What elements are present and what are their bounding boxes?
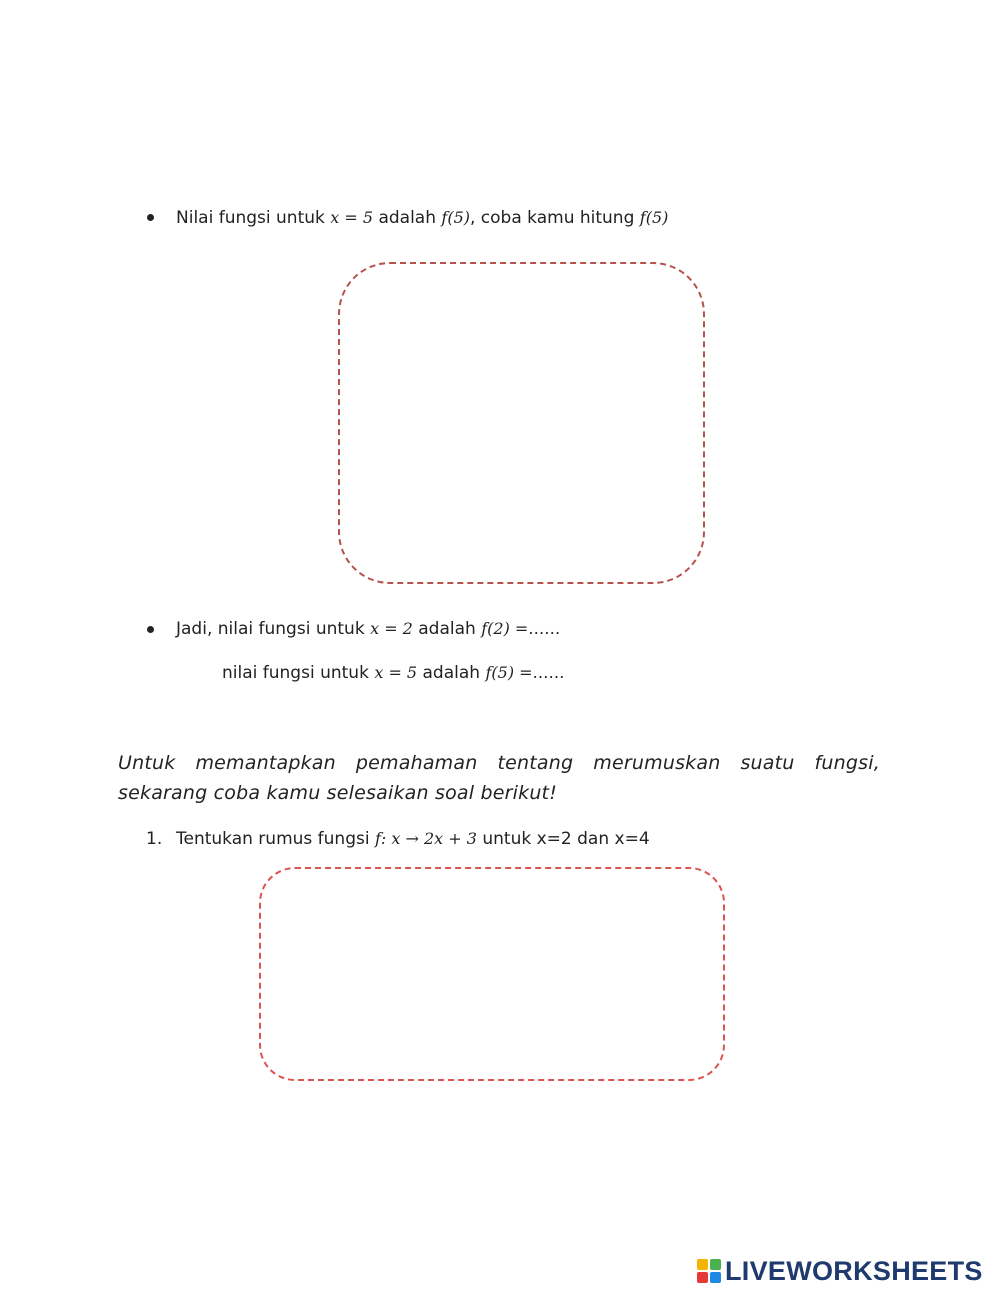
math-x-equals-5-2: x = 5 bbox=[374, 663, 418, 682]
math-f5: f(5) bbox=[441, 208, 470, 227]
answer-blank-f2[interactable]: …… bbox=[528, 619, 561, 638]
exercise-number: 1. bbox=[146, 829, 163, 849]
conclusion-prefix: Jadi, nilai fungsi untuk bbox=[176, 619, 365, 639]
conclusion-line-2 bbox=[222, 662, 565, 684]
bullet-point bbox=[147, 214, 154, 221]
question-find-f5 bbox=[176, 207, 668, 229]
math-f5-equals: f(5) = bbox=[485, 663, 533, 682]
math-x-equals-5: x = 5 bbox=[330, 208, 374, 227]
conclusion-line-1 bbox=[176, 618, 560, 640]
exercise-1-text bbox=[176, 828, 650, 850]
conclusion-mid: adalah bbox=[418, 619, 476, 639]
answer-box-exercise-1[interactable] bbox=[259, 867, 725, 1081]
logo-text: LIVEWORKSHEETS bbox=[725, 1255, 983, 1286]
conclusion-mid-2: adalah bbox=[422, 663, 481, 683]
exercise-suffix: untuk x=2 dan x=4 bbox=[482, 829, 650, 849]
bullet-point bbox=[147, 626, 154, 633]
answer-blank-f5[interactable]: …… bbox=[532, 663, 565, 682]
conclusion-prefix-2: nilai fungsi untuk bbox=[222, 663, 369, 683]
liveworksheets-logo bbox=[697, 1256, 983, 1286]
intro-paragraph: Untuk memantapkan pemahaman tentang merumuskan suatu fungsi, sekarang coba kamu selesaikan soal berikut! bbox=[118, 752, 880, 804]
math-function-rule: f: x → 2x + 3 bbox=[374, 829, 477, 848]
logo-icon bbox=[697, 1259, 721, 1283]
question-mid: adalah bbox=[378, 208, 436, 228]
math-x-equals-2: x = 2 bbox=[370, 619, 413, 638]
question-prefix: Nilai fungsi untuk bbox=[176, 208, 325, 228]
answer-box-f5[interactable] bbox=[338, 262, 705, 584]
question-suffix: , coba kamu hitung bbox=[470, 208, 635, 228]
math-f5-end: f(5) bbox=[639, 208, 669, 227]
math-f2-equals: f(2) = bbox=[481, 619, 529, 638]
exercise-prefix: Tentukan rumus fungsi bbox=[176, 829, 370, 849]
